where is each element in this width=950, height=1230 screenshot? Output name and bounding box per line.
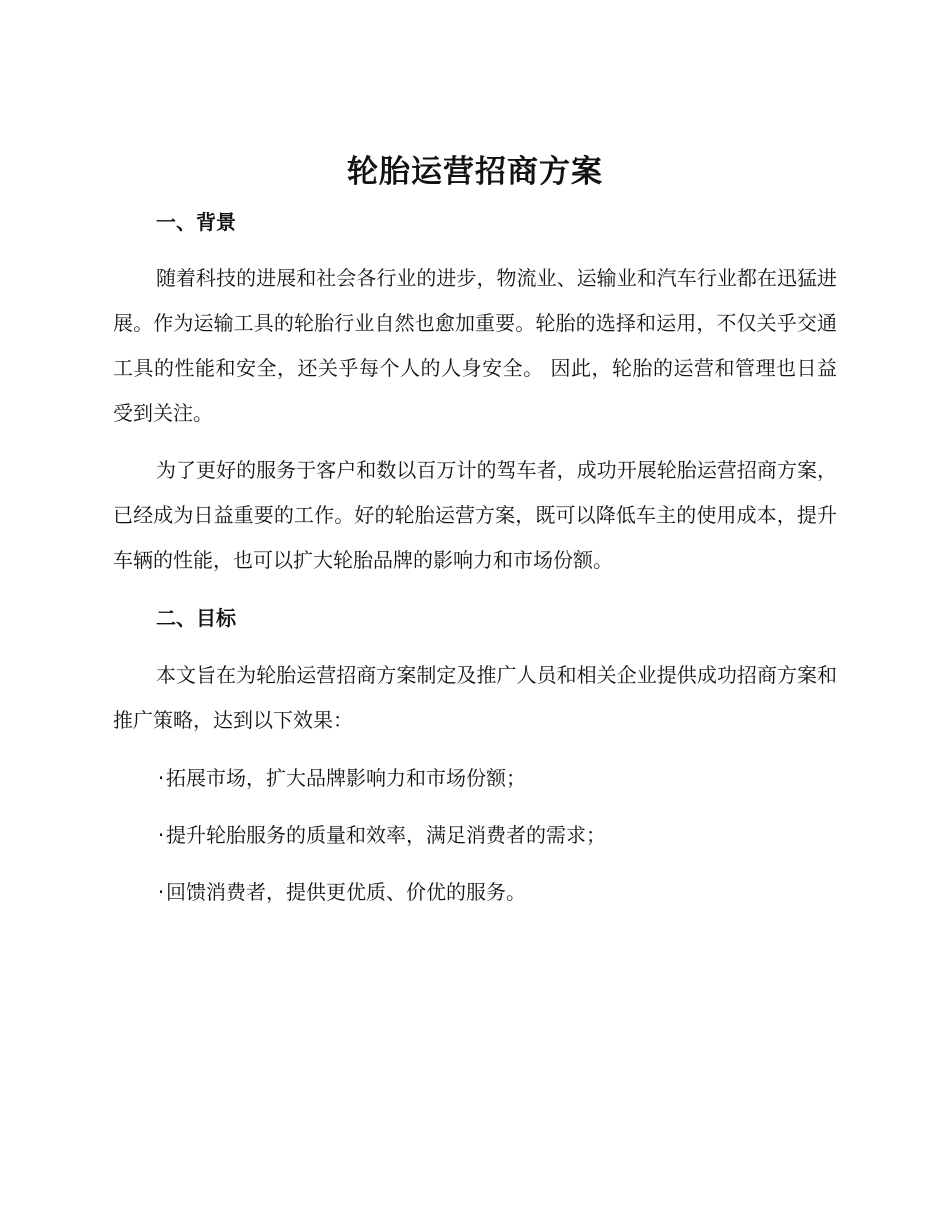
goal-bullet-text: 回馈消费者，提供更优质、价优的服务。 [166,880,526,904]
bullet-marker: · [157,823,165,847]
goal-bullet-item [156,821,606,849]
bullet-marker: · [157,880,165,904]
section-heading-background: 一、背景 [156,210,236,234]
document-title: 轮胎运营招商方案 [347,154,603,190]
goals-paragraph-1: 本文旨在为轮胎运营招商方案制定及推广人员和相关企业提供成功招商方案和推广策略，达到以下效果： [113,663,837,732]
goal-bullet-item [156,878,526,906]
background-paragraph-1: 随着科技的进展和社会各行业的进步，物流业、运输业和汽车行业都在迅猛进展。作为运输工具的轮胎行业自然也愈加重要。轮胎的选择和运用，不仅关乎交通工具的性能和安全，还关乎每个人的人身安全。 因此，轮胎的运营和管理也日益受到关注。 [113,266,837,425]
goal-bullet-item [156,764,526,792]
section-heading-goals: 二、目标 [156,606,236,630]
goal-bullet-text: 拓展市场，扩大品牌影响力和市场份额； [166,766,526,790]
bullet-marker: · [157,766,165,790]
background-paragraph-2: 为了更好的服务于客户和数以百万计的驾车者，成功开展轮胎运营招商方案，已经成为日益重要的工作。好的轮胎运营方案，既可以降低车主的使用成本，提升车辆的性能，也可以扩大轮胎品牌的影响力和市场份额。 [113,458,837,572]
goal-bullet-text: 提升轮胎服务的质量和效率，满足消费者的需求； [166,823,606,847]
